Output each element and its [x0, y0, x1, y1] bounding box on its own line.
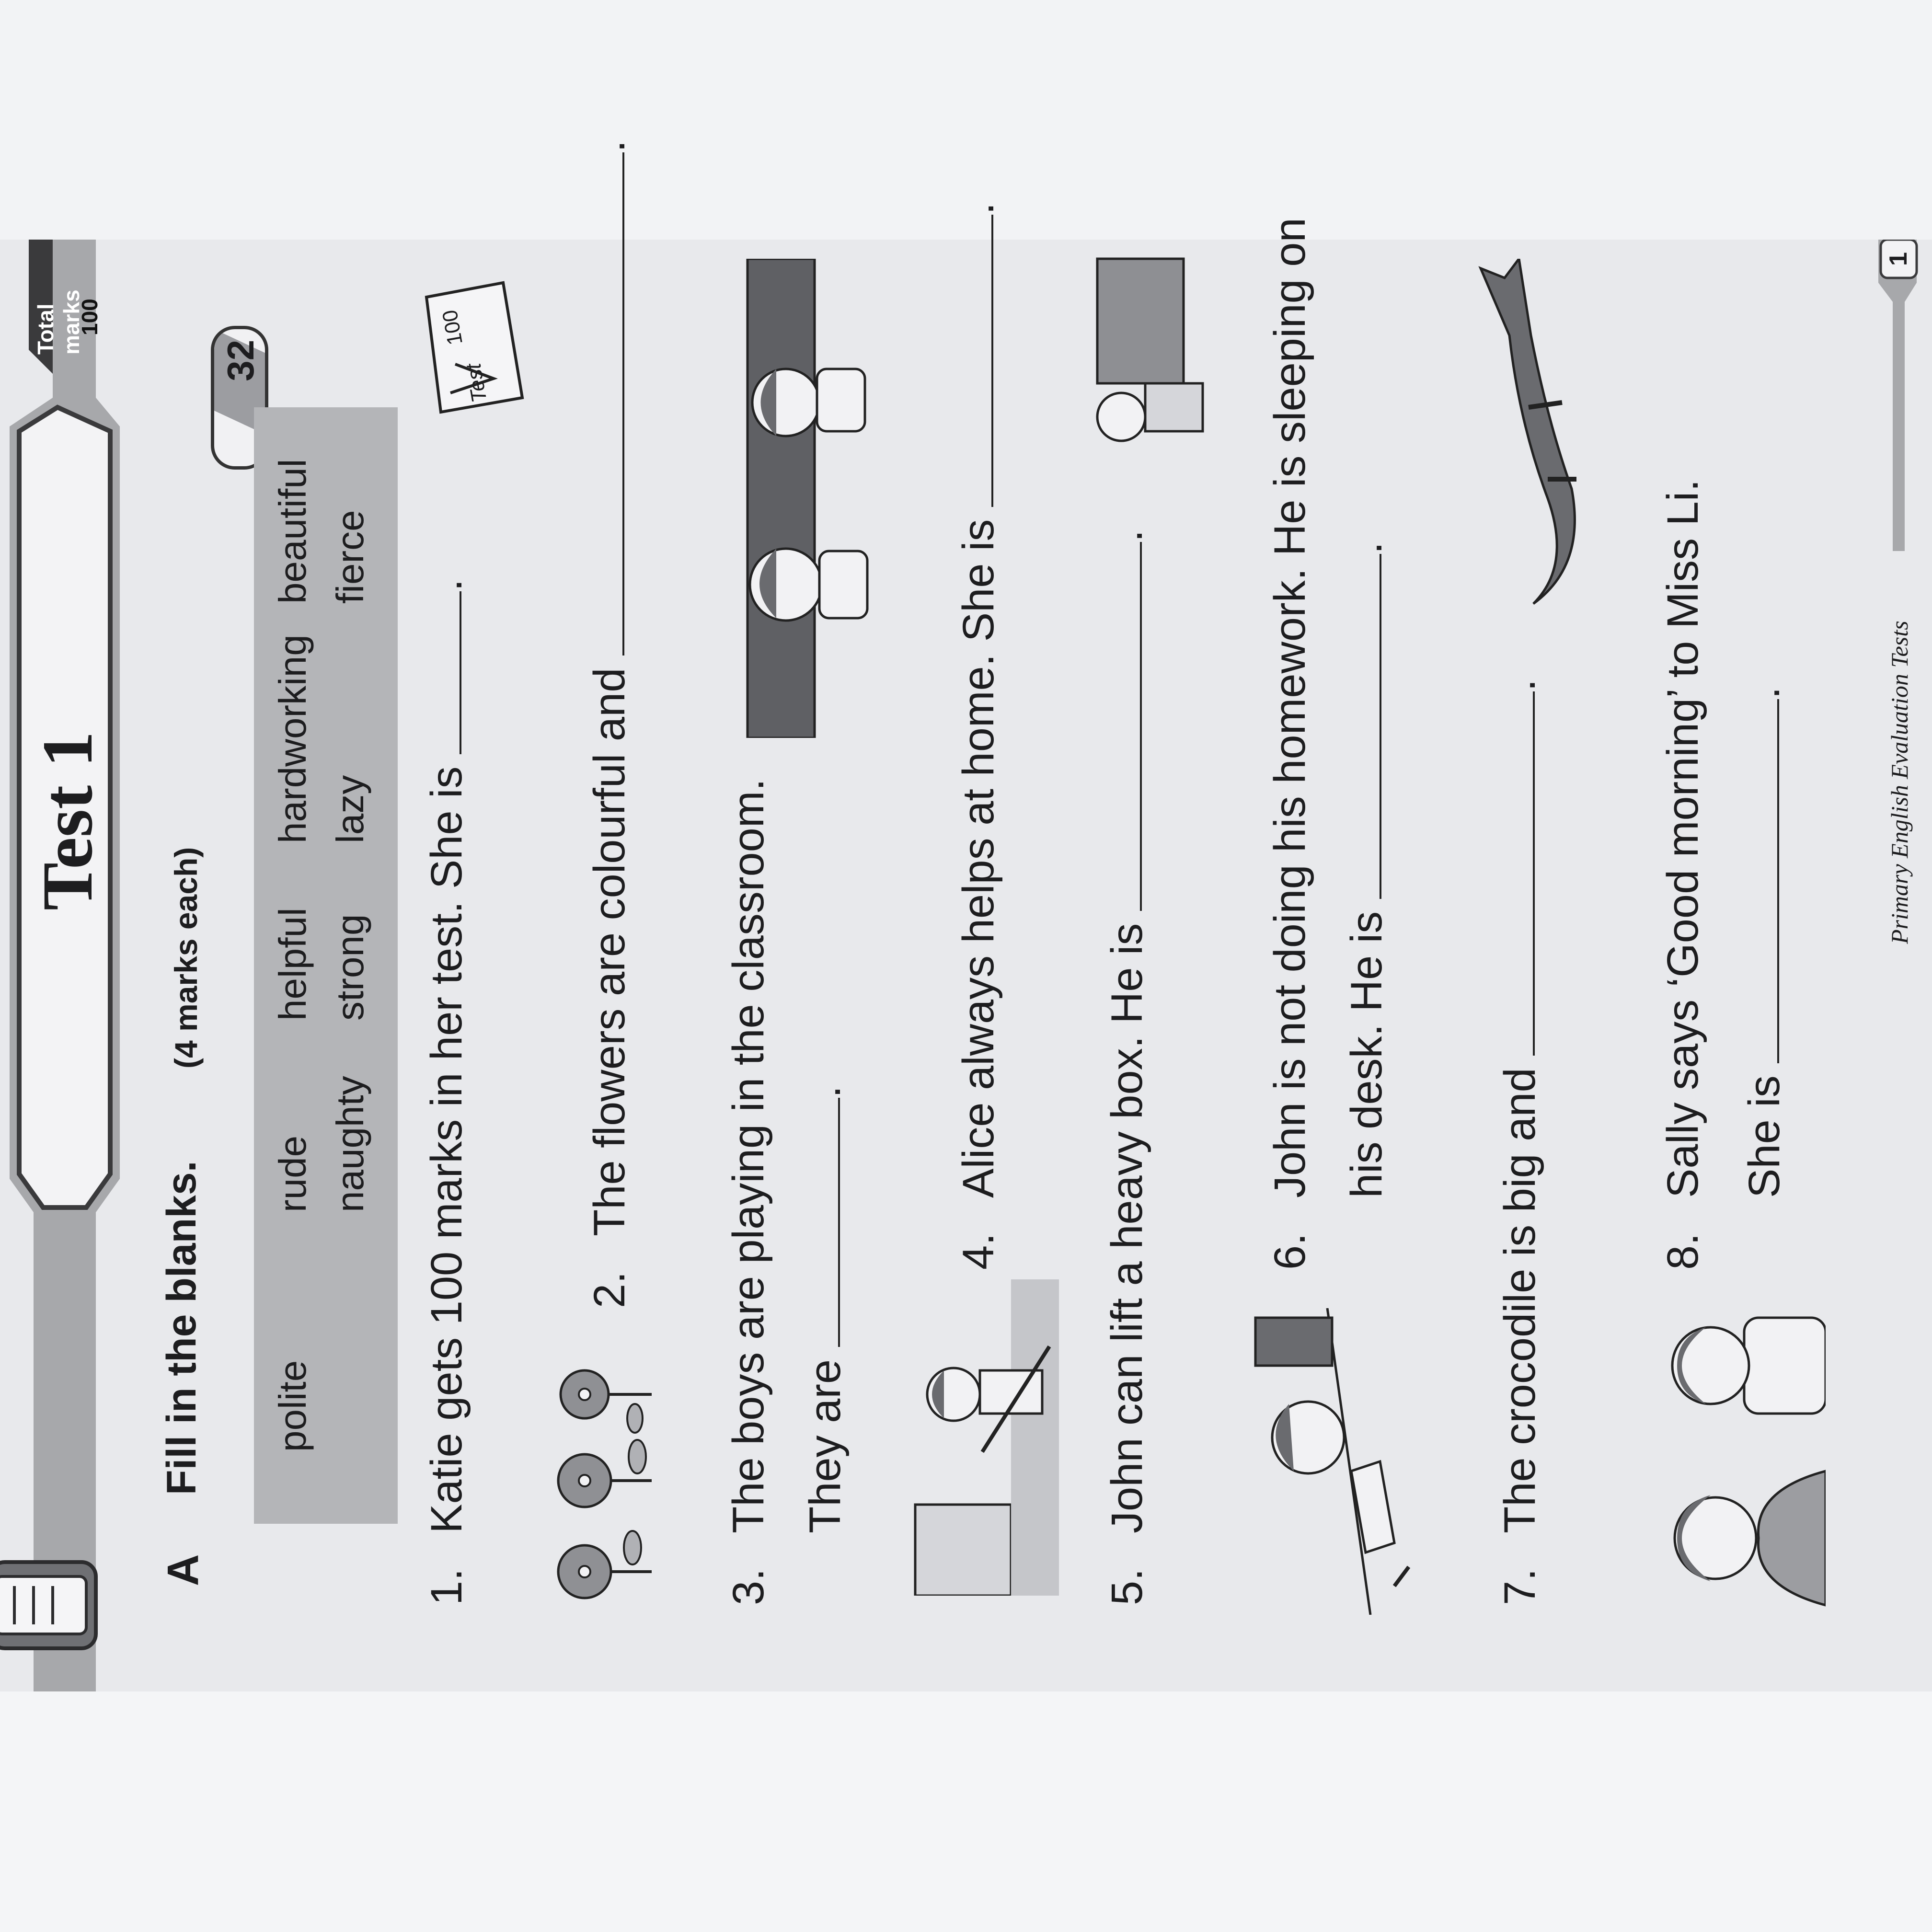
boy-lifting-box-illustration: [1088, 254, 1212, 455]
question-text: his desk. He is: [1342, 911, 1391, 1198]
word-bank-item: fierce: [329, 510, 371, 604]
word-bank-item: hardworking: [271, 634, 314, 843]
question-4: 4.Alice always helps at home. She is .: [954, 202, 1003, 1270]
answer-blank[interactable]: [1746, 699, 1779, 1063]
question-8: [1658, 479, 1708, 1270]
question-text: The crocodile is big and: [1495, 1068, 1544, 1533]
page-number: 1: [1885, 252, 1912, 266]
question-text: Katie gets 100 marks in her test. She is: [422, 766, 471, 1533]
book-title: Primary English Evaluation Tests: [1886, 621, 1913, 944]
sally-and-teacher-illustration: [1644, 1279, 1826, 1615]
page-title: Test 1: [28, 731, 107, 910]
boys-playing-illustration: [728, 259, 872, 738]
answer-blank[interactable]: [806, 1098, 840, 1347]
question-number: 3.: [724, 1568, 773, 1605]
word-bank-item: polite: [271, 1360, 314, 1452]
question-7: 7.The crocodile is big and .: [1495, 679, 1544, 1605]
question-number: 5.: [1103, 1568, 1151, 1605]
total-marks-value: 100: [77, 299, 102, 335]
footer-band: [1869, 240, 1921, 551]
section-letter: A: [159, 1554, 207, 1586]
book-logo-icon: [0, 1548, 105, 1658]
score-value: 32: [219, 340, 262, 381]
question-2: 2.The flowers are colourful and .: [585, 140, 634, 1308]
question-text: The boys are playing in the classroom.: [724, 778, 773, 1533]
answer-blank[interactable]: [1348, 554, 1381, 899]
question-number: 8.: [1658, 1233, 1707, 1270]
question-6-line-2: his desk. He is .: [1342, 541, 1391, 1198]
answer-blank[interactable]: [960, 215, 993, 507]
answer-blank[interactable]: [591, 152, 624, 656]
total-marks-label: Total marks: [33, 289, 84, 355]
question-5: 5.John can lift a heavy box. He is .: [1103, 529, 1151, 1605]
girl-sweeping-illustration: [901, 1279, 1064, 1596]
section-title: Fill in the blanks.: [159, 1161, 205, 1495]
word-bank-item: beautiful: [271, 459, 314, 604]
test-paper-text: Test: [461, 361, 492, 404]
word-bank-item: rude: [271, 1135, 314, 1212]
question-number: 7.: [1495, 1568, 1544, 1605]
question-number: 2.: [585, 1271, 634, 1308]
word-bank: [254, 407, 398, 1524]
word-bank-item: strong: [329, 914, 371, 1021]
question-1: 1.Katie gets 100 marks in her test. She is .: [422, 579, 471, 1605]
word-bank-item: naughty: [329, 1076, 371, 1212]
question-6: [1265, 218, 1315, 1270]
background-bottom: [0, 1691, 1932, 1932]
test-paper-score: 100: [438, 308, 468, 347]
question-number: 4.: [954, 1233, 1003, 1270]
question-8-line-2: She is .: [1740, 687, 1789, 1198]
question-text: John is not doing his homework. He is sleeping on: [1265, 218, 1314, 1198]
worksheet-content: [0, 140, 1932, 1691]
answer-blank[interactable]: [428, 591, 461, 754]
question-number: 1.: [422, 1568, 471, 1605]
boy-sleeping-illustration: [1236, 1308, 1428, 1615]
header-band: [0, 240, 125, 1691]
word-bank-item: helpful: [271, 908, 314, 1021]
test-paper-illustration: [422, 278, 527, 422]
question-text: The flowers are colourful and: [585, 667, 634, 1236]
answer-blank[interactable]: [1501, 691, 1535, 1056]
question-text: She is: [1740, 1075, 1789, 1198]
crocodile-illustration: [1428, 259, 1586, 623]
question-text: John can lift a heavy box. He is: [1103, 923, 1151, 1533]
question-number: 6.: [1265, 1233, 1314, 1270]
question-text: They are: [801, 1359, 850, 1533]
section-marks-note: (4 marks each): [168, 847, 204, 1069]
question-3-line-2: They are .: [801, 1085, 850, 1533]
question-text: Sally says ‘Good morning’ to Miss Li.: [1658, 479, 1707, 1198]
word-bank-item: lazy: [329, 775, 371, 843]
question-3: [724, 779, 774, 1605]
question-text: Alice always helps at home. She is: [954, 519, 1003, 1198]
answer-blank[interactable]: [1108, 542, 1142, 911]
header-band-shape: [0, 240, 125, 1691]
flowers-illustration: [537, 1322, 661, 1610]
